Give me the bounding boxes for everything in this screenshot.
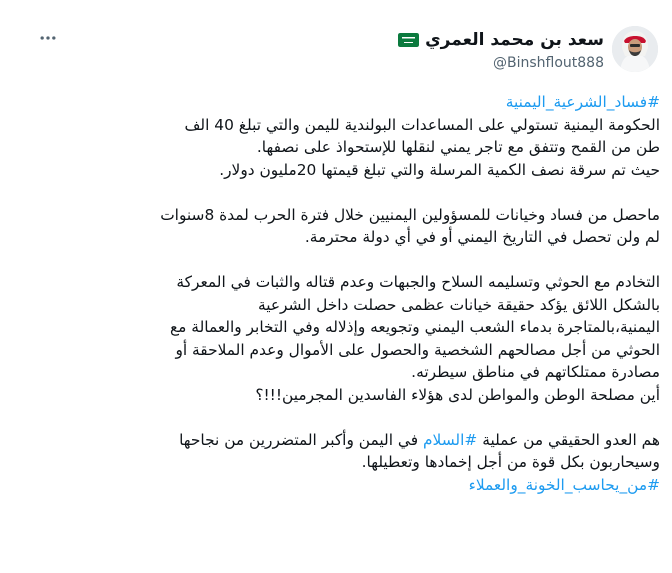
paragraph-spacer [44, 249, 660, 272]
text-line: بالشكل اللائق يؤكد حقيقة خيانات عظمى حصلت داخل الشرعية [257, 295, 660, 314]
text-line: وسيحاربون بكل قوة من أجل إخمادها وتعطيلها. [361, 453, 660, 471]
text-line: الحوثي من أجل مصالحهم الشخصية والحصول على الأموال وعدم الملاحقة أو [175, 340, 660, 359]
text-line: الحكومة اليمنية تستولي على المساعدات البولندية لليمن والتي تبلغ 40 الف [184, 115, 660, 134]
text-line: طن من القمح وتتفق مع تاجر يمني لنقلها للإستحواذ على نصفها. [256, 138, 660, 156]
paragraph-spacer [44, 406, 660, 429]
avatar-image [612, 26, 658, 72]
text-line: لم ولن تحصل في التاريخ اليمني أو في أي دولة محترمة. [304, 228, 660, 246]
text-line: ماحصل من فساد وخيانات للمسؤولين اليمنيين خلال فترة الحرب لمدة 8سنوات [160, 205, 660, 224]
text-line: مصادرة ممتلكاتهم في مناطق سيطرته. [411, 363, 660, 381]
text-segment: في اليمن وأكبر المتضررين من نجاحها [179, 430, 423, 449]
text-line: التخادم مع الحوثي وتسليمه السلاح والجبهات وعدم قتاله والثبات في المعركة [176, 273, 660, 291]
saudi-flag-icon [398, 33, 419, 47]
text-line: حيث تم سرقة نصف الكمية المرسلة والتي تبلغ قيمتها 20مليون دولار. [219, 160, 660, 179]
paragraph-spacer [44, 181, 660, 204]
hashtag-link[interactable]: #من_يحاسب_الخونة_والعملاء [468, 475, 660, 494]
hashtag-link[interactable]: #فساد_الشرعية_اليمنية [505, 93, 660, 111]
author-display-name[interactable]: سعد بن محمد العمري [425, 30, 604, 50]
text-line [44, 429, 660, 452]
text-line: أين مصلحة الوطن والمواطن لدى هؤلاء الفاسدين المجرمين!!!؟ [255, 385, 660, 404]
text-line: اليمنية،بالمتاجرة بدماء الشعب اليمني وتجويعه وإذلاله وفي التخابر والعمالة مع [169, 318, 660, 336]
author-handle[interactable]: @Binshflout888 [492, 55, 604, 71]
more-horizontal-icon [38, 28, 58, 48]
text-segment: هم العدو الحقيقي من عملية [477, 430, 660, 449]
avatar[interactable] [612, 26, 658, 72]
author-name-row [398, 28, 604, 52]
hashtag-link[interactable]: #السلام [422, 430, 478, 449]
tweet-text [44, 91, 660, 496]
more-options-button[interactable] [36, 26, 60, 50]
